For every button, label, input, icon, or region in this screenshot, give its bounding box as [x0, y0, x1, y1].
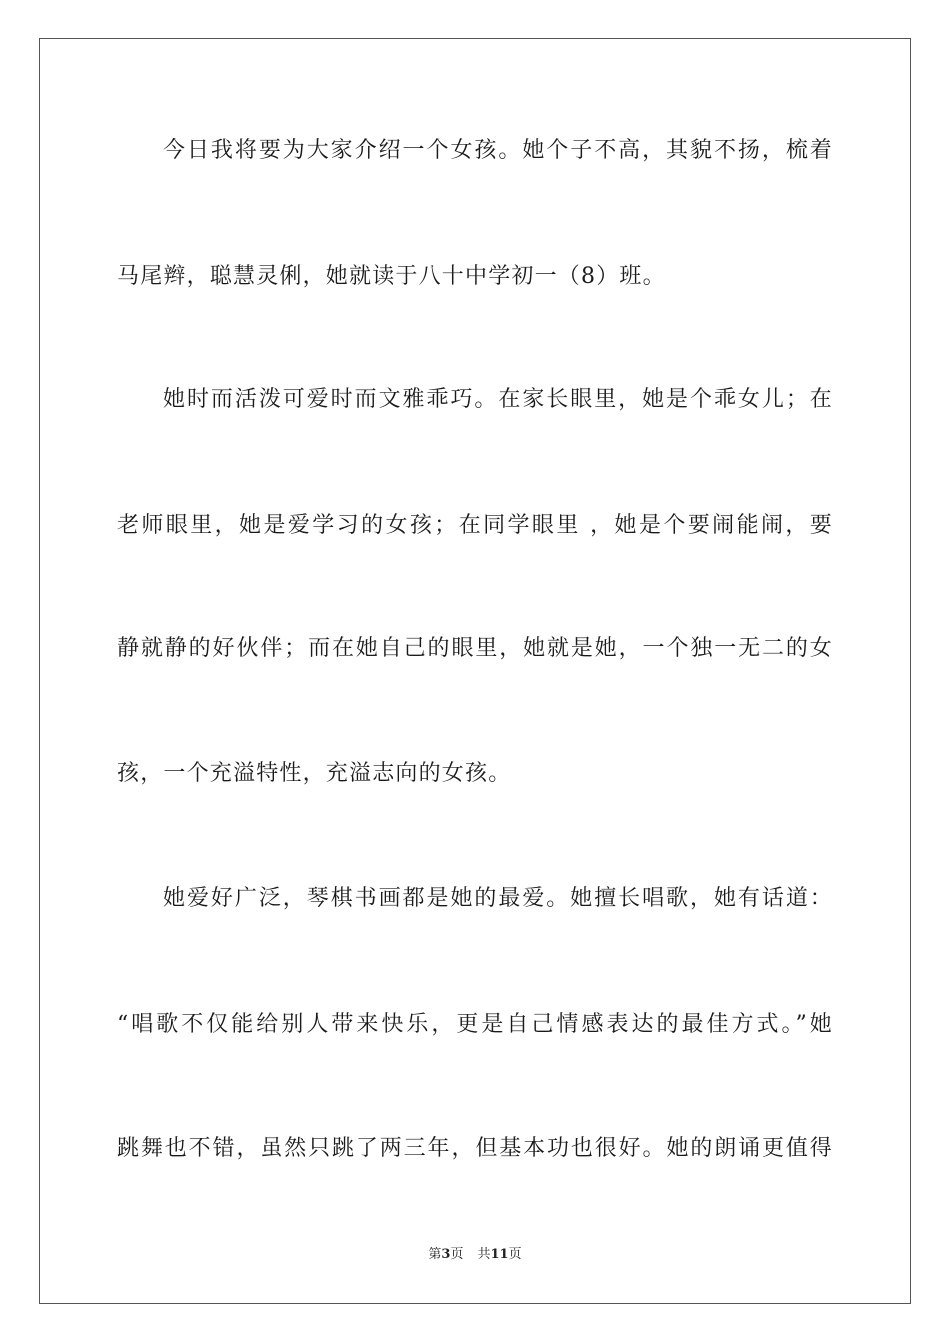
text-line-7: 她爱好广泛，琴棋书画都是她的最爱。她擅长唱歌，她有话道：	[163, 886, 833, 911]
page-prefix: 第	[428, 1247, 442, 1262]
text-line-9: 跳舞也不错，虽然只跳了两三年，但基本功也很好。她的朗诵更值得	[117, 1136, 833, 1161]
text-line-4: 老师眼里，她是爱学习的女孩；在同学眼里 ，她是个要闹能闹，要	[117, 513, 833, 538]
total-pages: 11	[490, 1247, 509, 1262]
text-line-6: 孩，一个充溢特性，充溢志向的女孩。	[117, 761, 512, 786]
total-suffix: 页	[508, 1247, 522, 1262]
text-line-3: 她时而活泼可爱时而文雅乖巧。在家长眼里，她是个乖女儿；在	[163, 387, 833, 412]
text-line-5: 静就静的好伙伴；而在她自己的眼里，她就是她，一个独一无二的女	[117, 636, 833, 661]
text-line-1: 今日我将要为大家介绍一个女孩。她个子不高，其貌不扬，梳着	[163, 138, 833, 163]
page-suffix: 页	[450, 1247, 464, 1262]
page-frame	[39, 38, 911, 1304]
text-line-8: “唱歌不仅能给别人带来快乐，更是自己情感表达的最佳方式。”她	[117, 1012, 833, 1037]
text-line-2: 马尾辫，聪慧灵俐，她就读于八十中学初一（8）班。	[117, 264, 666, 289]
total-prefix: 共	[477, 1247, 491, 1262]
page-footer	[0, 1246, 950, 1264]
page-number: 3	[441, 1247, 451, 1262]
